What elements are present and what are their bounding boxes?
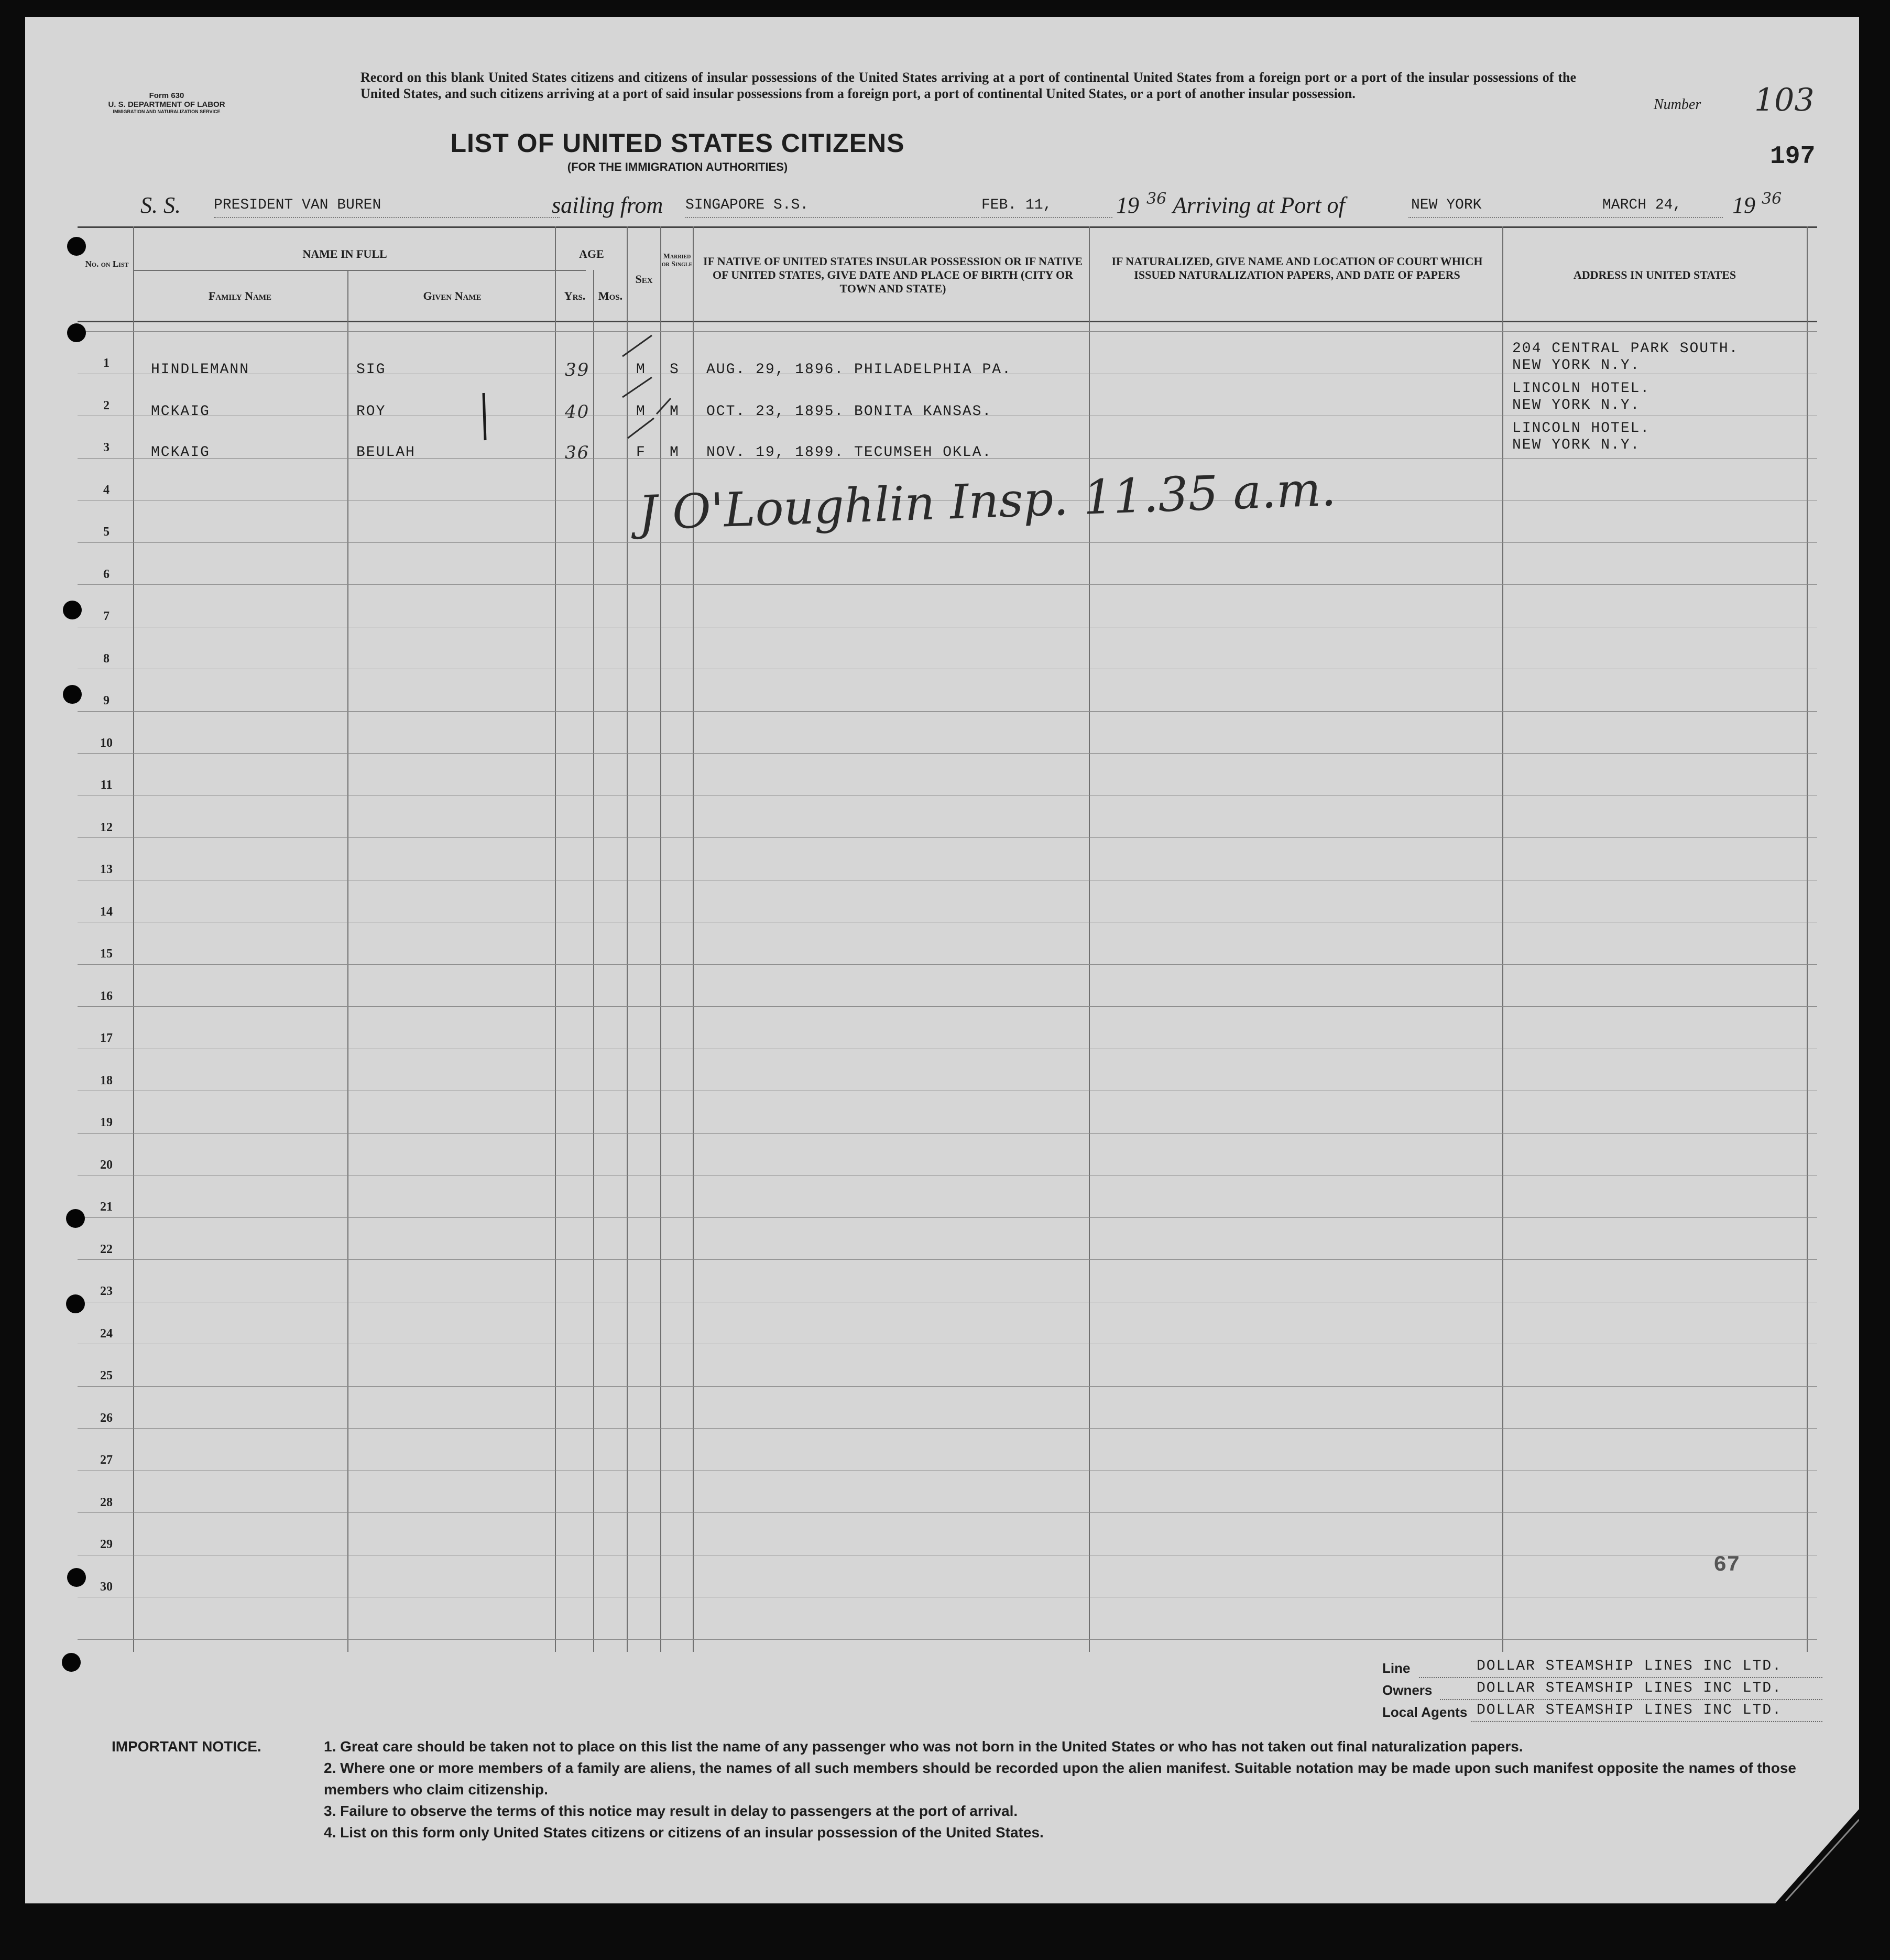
arrival-date: MARCH 24, xyxy=(1602,197,1682,213)
ss-label: S. S. xyxy=(140,192,181,218)
header-given-name: Given Name xyxy=(423,289,482,302)
ship-name: PRESIDENT VAN BUREN xyxy=(214,197,381,213)
row-number: 9 xyxy=(103,694,110,707)
passenger-1-address-line2: NEW YORK N.Y. xyxy=(1512,357,1641,374)
binder-hole xyxy=(66,1294,85,1313)
page-number: 197 xyxy=(1770,143,1816,171)
row-number: 24 xyxy=(100,1327,113,1341)
row-number: 3 xyxy=(103,441,110,454)
header-yrs: Yrs. xyxy=(564,289,586,302)
row-number: 12 xyxy=(100,821,113,834)
row-number: 21 xyxy=(100,1200,113,1214)
arriving-label: Arriving at Port of xyxy=(1173,192,1345,218)
row-number: 26 xyxy=(100,1411,113,1425)
passenger-3-birth: NOV. 19, 1899. TECUMSEH OKLA. xyxy=(706,444,992,461)
header-no-on-list: No. on List xyxy=(85,259,129,269)
passenger-2-birth: OCT. 23, 1895. BONITA KANSAS. xyxy=(706,404,992,420)
passenger-1-sex: M xyxy=(636,362,646,378)
passenger-1-address-line1: 204 CENTRAL PARK SOUTH. xyxy=(1512,341,1739,357)
header-address: ADDRESS IN UNITED STATES xyxy=(1573,268,1736,281)
header-family-name: Family Name xyxy=(208,289,272,302)
row-number: 27 xyxy=(100,1453,113,1467)
form-number: Form 630 xyxy=(149,91,184,100)
binder-hole xyxy=(67,323,86,342)
line-underline xyxy=(1419,1677,1822,1678)
header-married-or-single: Married or Single xyxy=(661,253,693,268)
header-naturalized: IF NATURALIZED, GIVE NAME AND LOCATION OF COURT WHICH ISSUED NATURALIZATION PAPERS, AND DATE OF PAPERS xyxy=(1111,255,1483,281)
arrival-year-prefix: 19 xyxy=(1732,192,1755,218)
row-number: 5 xyxy=(103,525,110,539)
manifest-number: 103 xyxy=(1754,82,1815,118)
binder-hole xyxy=(63,685,82,704)
departure-year-prefix: 19 xyxy=(1116,192,1139,218)
binder-hole xyxy=(67,1568,86,1587)
service-name: IMMIGRATION AND NATURALIZATION SERVICE xyxy=(113,109,221,114)
arrival-year-suffix: 36 xyxy=(1762,190,1782,208)
header-sex: Sex xyxy=(635,273,653,286)
row-number: 25 xyxy=(100,1369,113,1382)
passenger-1-family-name: HINDLEMANN xyxy=(151,362,250,378)
row-number: 22 xyxy=(100,1243,113,1256)
passenger-1-age: 39 xyxy=(565,360,590,380)
given-name-pen-stroke xyxy=(484,393,485,440)
notice-item-1: 1. Great care should be taken not to place on this list the name of any passenger who was not born in the United States or who has not taken out final naturalization papers. xyxy=(324,1738,1523,1755)
stamp-number: 67 xyxy=(1713,1552,1740,1577)
notice-item-3: 3. Failure to observe the terms of this notice may result in delay to passengers at the port of arrival. xyxy=(324,1803,1018,1819)
age-tick-mark-1 xyxy=(622,335,652,356)
agents-value: DOLLAR STEAMSHIP LINES INC LTD. xyxy=(1477,1702,1782,1718)
departure-year-suffix: 36 xyxy=(1146,190,1167,208)
notice-heading: IMPORTANT NOTICE. xyxy=(112,1738,261,1755)
row-number: 7 xyxy=(103,609,110,623)
notice-item-4: 4. List on this form only United States citizens or citizens of an insular possession of the United States. xyxy=(324,1824,1044,1841)
passenger-3-address-line1: LINCOLN HOTEL. xyxy=(1512,420,1651,437)
row-number: 16 xyxy=(100,989,113,1003)
header-name-in-full: NAME IN FULL xyxy=(302,247,387,260)
pen-marks xyxy=(25,17,1859,1903)
arrival-port: NEW YORK xyxy=(1411,197,1482,213)
passenger-2-age: 40 xyxy=(565,401,590,422)
row-number: 4 xyxy=(103,483,110,497)
binder-hole xyxy=(63,601,82,619)
row-number: 10 xyxy=(100,736,113,750)
passenger-2-address-line2: NEW YORK N.Y. xyxy=(1512,397,1641,413)
row-number: 14 xyxy=(100,905,113,919)
row-number: 17 xyxy=(100,1031,113,1045)
passenger-3-marital: M xyxy=(670,444,680,461)
notice-items xyxy=(324,1736,1833,1843)
page-subtitle: (FOR THE IMMIGRATION AUTHORITIES) xyxy=(567,160,788,173)
torn-corner xyxy=(1775,1809,1859,1903)
passenger-1-given-name: SIG xyxy=(356,362,386,378)
row-number: 19 xyxy=(100,1116,113,1129)
number-label: Number xyxy=(1654,96,1701,113)
line-label: Line xyxy=(1382,1660,1411,1676)
departure-date: FEB. 11, xyxy=(981,197,1052,213)
row-number: 6 xyxy=(103,568,110,581)
binder-hole xyxy=(67,237,86,256)
passenger-3-sex: F xyxy=(636,444,646,461)
manifest-page xyxy=(25,17,1859,1903)
age-tick-mark-2 xyxy=(622,377,652,397)
intro-instructions: Record on this blank United States citizens and citizens of insular possessions of the United States arriving at a port of continental United States from a foreign port or a port of the insular possessions of the United States, and such citizens arriving at a port of said insular possessions from a foreign port, a port of continental United States, or a port of another insular possession. xyxy=(360,70,1576,101)
row-number: 30 xyxy=(100,1580,113,1594)
header-age: AGE xyxy=(579,247,604,260)
passenger-1-marital: S xyxy=(670,362,680,378)
passenger-2-given-name: ROY xyxy=(356,404,386,420)
sailing-label: sailing from xyxy=(552,192,663,218)
notice-item-2: 2. Where one or more members of a family are aliens, the names of all such members should be recorded upon the alien manifest. Suitable notation may be made upon such manifest opposite the names of those members who claim citizenship. xyxy=(324,1760,1796,1798)
passenger-2-sex: M xyxy=(636,404,646,420)
row-number: 1 xyxy=(103,356,110,370)
binder-hole xyxy=(66,1209,85,1228)
row-number: 28 xyxy=(100,1496,113,1509)
binder-hole xyxy=(62,1653,81,1672)
passenger-2-marital: M xyxy=(670,404,680,420)
department-name: U. S. DEPARTMENT OF LABOR xyxy=(108,100,225,109)
passenger-2-family-name: MCKAIG xyxy=(151,404,210,420)
sex-tick-mark xyxy=(657,398,671,414)
passenger-3-address-line2: NEW YORK N.Y. xyxy=(1512,437,1641,453)
owners-value: DOLLAR STEAMSHIP LINES INC LTD. xyxy=(1477,1680,1782,1696)
passenger-3-age: 36 xyxy=(565,442,590,463)
passenger-2-address-line1: LINCOLN HOTEL. xyxy=(1512,380,1651,397)
owners-label: Owners xyxy=(1382,1682,1433,1698)
row-number: 20 xyxy=(100,1158,113,1172)
agents-label: Local Agents xyxy=(1382,1704,1468,1720)
passenger-1-birth: AUG. 29, 1896. PHILADELPHIA PA. xyxy=(706,362,1012,378)
header-birth: IF NATIVE OF UNITED STATES INSULAR POSSESSION OR IF NATIVE OF UNITED STATES, GIVE DATE AND PLACE OF BIRTH (CITY OR TOWN AND STATE) xyxy=(703,255,1083,295)
passenger-3-given-name: BEULAH xyxy=(356,444,416,461)
row-number: 2 xyxy=(103,399,110,412)
row-number: 29 xyxy=(100,1538,113,1551)
line-value: DOLLAR STEAMSHIP LINES INC LTD. xyxy=(1477,1658,1782,1674)
from-port: SINGAPORE S.S. xyxy=(685,197,809,213)
row-number: 15 xyxy=(100,947,113,961)
agents-underline xyxy=(1471,1721,1822,1722)
inspector-handwritten-note: J O'Loughlin Insp. 11.35 a.m. xyxy=(637,461,1337,541)
row-number: 23 xyxy=(100,1284,113,1298)
page-title: LIST OF UNITED STATES CITIZENS xyxy=(450,128,905,158)
owners-underline xyxy=(1440,1699,1822,1700)
header-mos: Mos. xyxy=(598,289,623,302)
row-number: 11 xyxy=(100,778,113,792)
row-number: 8 xyxy=(103,652,110,666)
age-tick-mark-3 xyxy=(628,418,654,438)
row-number: 13 xyxy=(100,863,113,876)
row-number: 18 xyxy=(100,1074,113,1087)
passenger-3-family-name: MCKAIG xyxy=(151,444,210,461)
